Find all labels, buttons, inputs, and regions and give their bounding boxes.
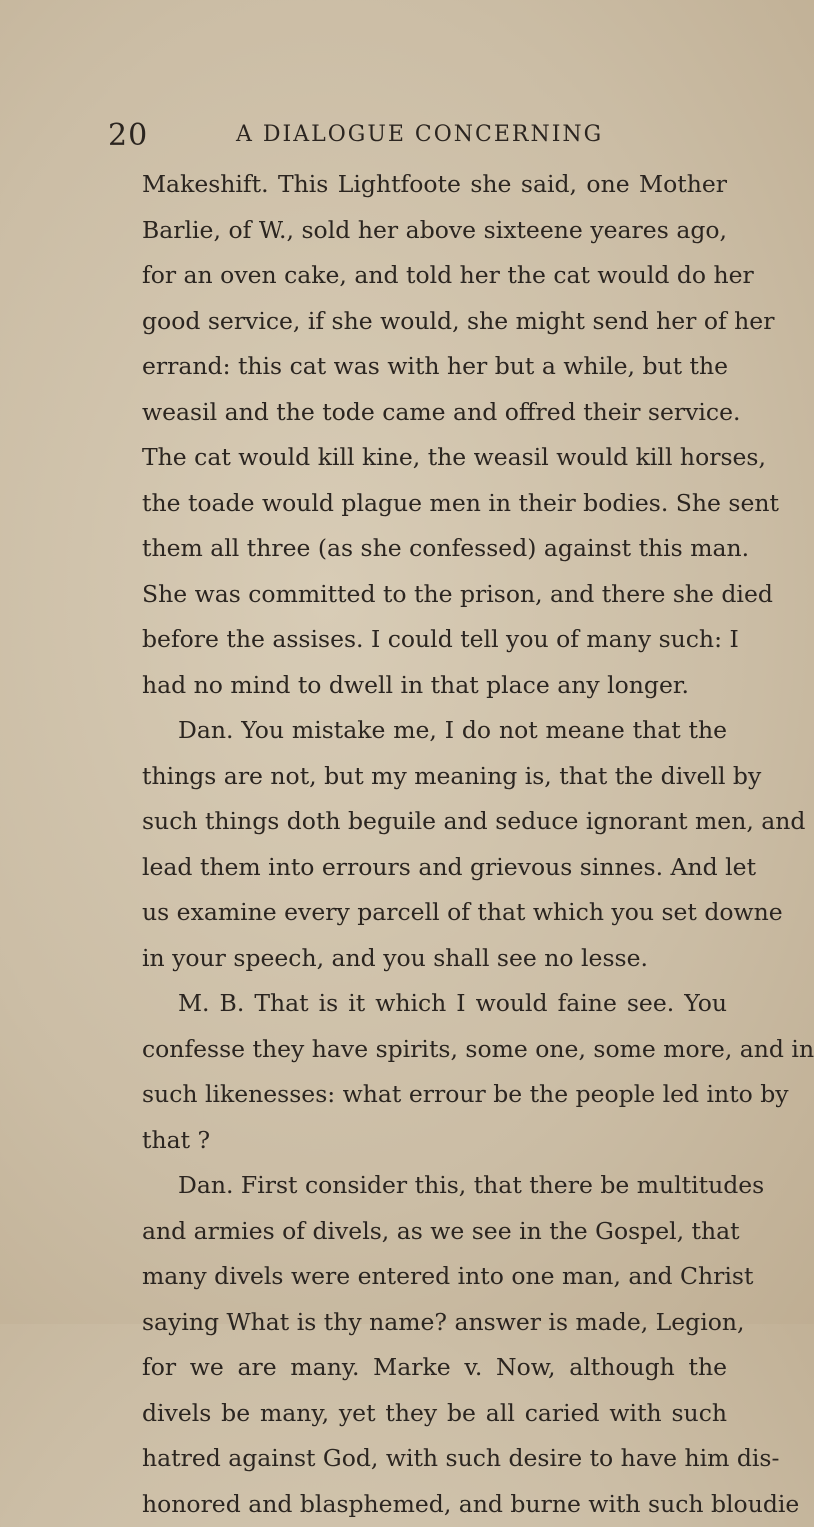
text-line: and armies of divels, as we see in the Gospel, that [142,1209,727,1255]
text-line: things are not, but my meaning is, that the divell by [142,754,727,800]
text-line: confesse they have spirits, some one, some more, and in [142,1027,727,1073]
text-line: for we are many. Marke v. Now, although the [142,1345,727,1391]
text-line: She was committed to the prison, and there she died [142,572,727,618]
text-line: Dan. You mistake me, I do not meane that the [142,708,727,754]
text-line: such things doth beguile and seduce ignorant men, and [142,799,727,845]
text-line: The cat would kill kine, the weasil would kill horses, [142,435,727,481]
text-line: them all three (as she confessed) against this man. [142,526,727,572]
text-line: lead them into errours and grievous sinnes. And let [142,845,727,891]
text-line: for an oven cake, and told her the cat would do her [142,253,727,299]
text-line: hatred against God, with such desire to have him dis- [142,1436,727,1482]
text-line: saying What is thy name? answer is made, Legion, [142,1300,727,1346]
text-line: had no mind to dwell in that place any longer. [142,663,727,709]
text-line: in your speech, and you shall see no lesse. [142,936,727,982]
body-text [142,162,727,1527]
running-head: A DIALOGUE CONCERNING [236,122,603,147]
text-line: Dan. First consider this, that there be multitudes [142,1163,727,1209]
text-line: the toade would plague men in their bodies. She sent [142,481,727,527]
text-line: weasil and the tode came and offred their service. [142,390,727,436]
text-line: honored and blasphemed, and burne with such bloudie [142,1482,727,1527]
text-line: Makeshift. This Lightfoote she said, one Mother [142,162,727,208]
text-line: such likenesses: what errour be the people led into by [142,1072,727,1118]
text-line: many divels were entered into one man, and Christ [142,1254,727,1300]
page-number: 20 [108,118,148,153]
page-header [108,118,708,158]
text-line: errand: this cat was with her but a while, but the [142,344,727,390]
text-line: that ? [142,1118,727,1164]
text-line: before the assises. I could tell you of many such: I [142,617,727,663]
text-line: good service, if she would, she might send her of her [142,299,727,345]
text-line: Barlie, of W., sold her above sixteene yeares ago, [142,208,727,254]
text-line: us examine every parcell of that which you set downe [142,890,727,936]
text-line: M. B. That is it which I would faine see. You [142,981,727,1027]
text-line: divels be many, yet they be all caried with such [142,1391,727,1437]
